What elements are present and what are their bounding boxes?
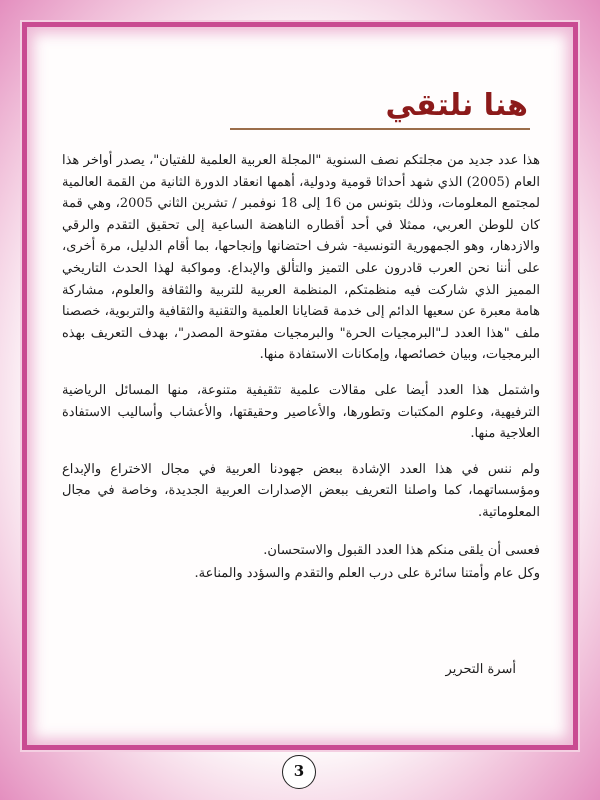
title-underline [230,128,530,130]
editorial-body [62,150,540,599]
paragraph-contents: واشتمل هذا العدد أيضا على مقالات علمية تثقيفية متنوعة، منها المسائل الرياضية الترفيهية، وعلوم المكتبات وتطورها، والأعاصير وحقيقتها، والأعشاب وأساليب الاستفادة العلاجية منها. [62,382,540,442]
page-number-badge: 3 [282,755,316,789]
paragraph-greeting: وكل عام وأمتنا سائرة على درب العلم والتقدم والسؤدد والمناعة. [194,566,540,582]
paragraph-innovation: ولم ننس في هذا العدد الإشادة ببعض جهودنا العربية في مجال الاختراع والإبداع ومؤسساتهما، كما واصلنا التعريف ببعض الإصدارات العربية الجديدة، وخاصة في مجال المعلوماتية. [62,461,540,520]
editorial-signature: أسرة التحرير [445,662,516,677]
paragraph-wish: فعسى أن يلقى منكم هذا العدد القبول والاستحسان. [263,542,540,558]
page-title: هنا نلتقي [385,88,528,123]
paragraph-intro: هذا عدد جديد من مجلتكم نصف السنوية "المجلة العربية العلمية للفتيان"، يصدر أواخر هذا العام (2005) الذي شهد أحداثا قومية ودولية، أهمها انعقاد الدورة الثانية من القمة العالمية لمجتمع المعلومات، وذلك بتونس من 16 إلى 18 نوفمبر / تشرين الثاني 2005، وهي قمة كان للوطن العربي، ممثلا في أحد أقطاره الناهضة الساعية إلى تحقيق التقدم والرقي والازدهار، وهو الجمهورية التونسية- شرف احتضانها وإنجاحها، بما أقام الدليل، مرة أخرى، على أننا نحن العرب قادرون على التميز والتألق والإبداع. ومواكبة لهذا الحدث التاريخي المميز الذي شاركت فيه منظمتكم، المنظمة العربية للتربية والثقافة والعلوم، مشاركة هامة معبرة عن سعيها الدائم إلى خدمة قضايانا العلمية والتقنية والثقافية والتربوية، خصصنا ملف "هذا العدد لـ"البرمجيات الحرة" والبرمجيات مفتوحة المصدر"، بهدف التعريف بهذه البرمجيات، وبيان خصائصها، وإمكانات الاستفادة منها. [62,153,541,363]
